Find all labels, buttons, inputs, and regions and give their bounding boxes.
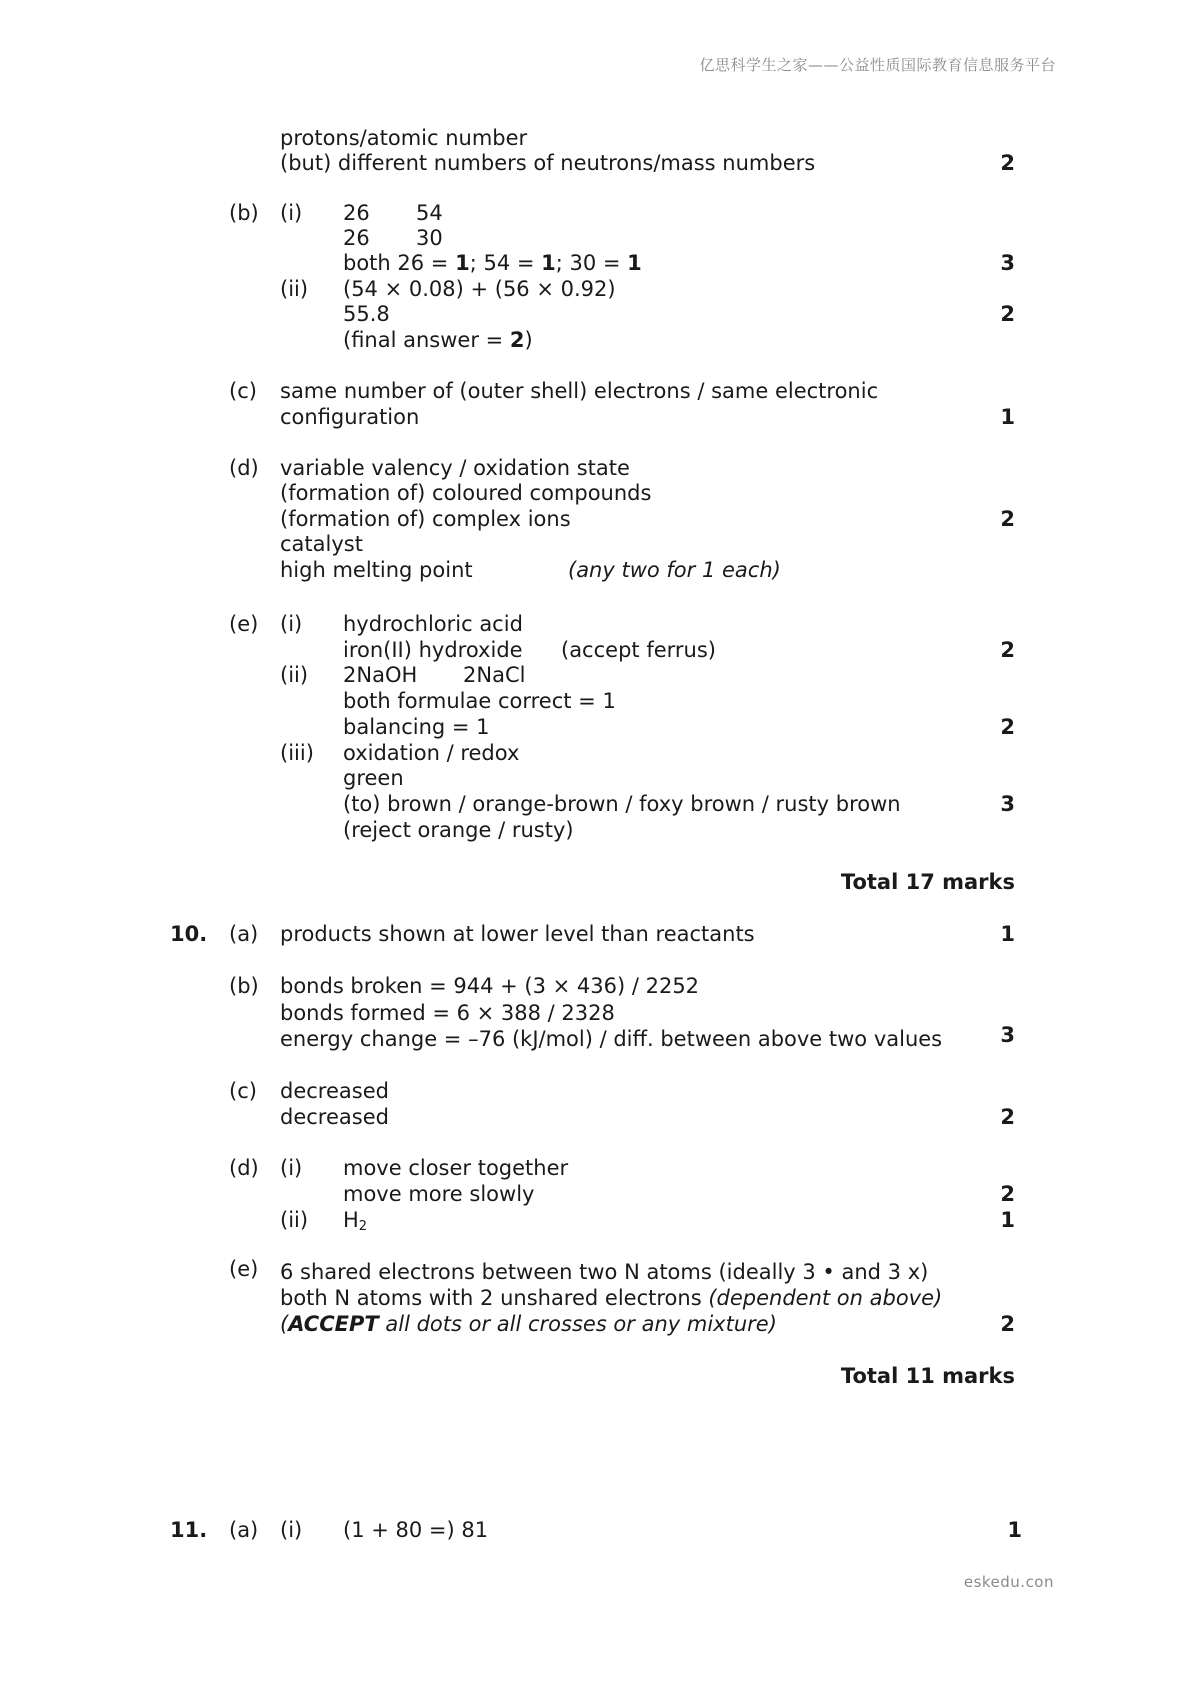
marks: 3 (1000, 792, 1015, 816)
answer-text: 54 (416, 201, 443, 225)
part-label: (c) (229, 379, 257, 403)
answer-line (0, 973, 1190, 999)
answer-text: decreased (280, 1105, 389, 1129)
answer-text: bonds broken = 944 + (3 × 436) / 2252 (280, 974, 700, 998)
answer-text: move more slowly (343, 1182, 535, 1206)
part-label: (a) (229, 1518, 259, 1542)
answer-text: 30 (416, 226, 443, 250)
answer-text: 26 (343, 201, 370, 225)
answer-line (0, 125, 1190, 151)
subpart-label: (i) (280, 1518, 303, 1542)
part-label: (e) (229, 612, 259, 636)
answer-text: (reject orange / rusty) (343, 818, 574, 842)
answer-line (0, 921, 1190, 947)
answer-line (0, 301, 1190, 327)
answer-line (0, 740, 1190, 766)
marks: 2 (1000, 507, 1015, 531)
answer-line (0, 480, 1190, 506)
answer-text: balancing = 1 (343, 715, 490, 739)
answer-text: (54 × 0.08) + (56 × 0.92) (343, 277, 616, 301)
subpart-label: (i) (280, 1156, 303, 1180)
answer-line (0, 1259, 1190, 1285)
answer-text: both N atoms with 2 unshared electrons (dependent on above) (280, 1286, 943, 1310)
answer-line (0, 506, 1190, 532)
marks: 2 (1000, 638, 1015, 662)
answer-text: decreased (280, 1079, 389, 1103)
part-label: (b) (229, 974, 259, 998)
answer-line (0, 200, 1190, 226)
answer-text: 6 shared electrons between two N atoms (ideally 3 • and 3 x) (280, 1260, 929, 1284)
answer-line (0, 1517, 1190, 1543)
answer-text: 55.8 (343, 302, 390, 326)
answer-text: high melting point (280, 558, 473, 582)
answer-text: both formulae correct = 1 (343, 689, 616, 713)
answer-line (0, 327, 1190, 353)
answer-text: (formation of) complex ions (280, 507, 571, 531)
subpart-label: (i) (280, 612, 303, 636)
part-label: (d) (229, 1156, 259, 1180)
total-marks: Total 11 marks (840, 1364, 1015, 1388)
marks: 2 (1000, 151, 1015, 175)
answer-text: bonds formed = 6 × 388 / 2328 (280, 1001, 615, 1025)
answer-line (0, 1311, 1190, 1337)
subpart-label: (ii) (280, 277, 309, 301)
marks: 3 (1000, 1023, 1015, 1047)
answer-line (0, 791, 1190, 817)
marks: 2 (1000, 1105, 1015, 1129)
total-marks: Total 17 marks (840, 870, 1015, 894)
marking-note: (any two for 1 each) (568, 558, 781, 582)
question-number: 11. (170, 1518, 208, 1542)
answer-line (0, 817, 1190, 843)
marks: 2 (1000, 1182, 1015, 1206)
answer-line (0, 531, 1190, 557)
marks: 2 (1000, 1312, 1015, 1336)
marks: 1 (1000, 1208, 1015, 1232)
marks: 1 (1007, 1518, 1022, 1542)
answer-line (0, 276, 1190, 302)
subpart-label: (ii) (280, 1208, 309, 1232)
answer-text: hydrochloric acid (343, 612, 523, 636)
total-line (0, 1363, 1190, 1389)
answer-text: green (343, 766, 404, 790)
answer-text: move closer together (343, 1156, 569, 1180)
answer-line (0, 637, 1190, 663)
answer-line (0, 1104, 1190, 1130)
answer-line (0, 1207, 1190, 1233)
answer-line (0, 404, 1190, 430)
marks: 1 (1000, 922, 1015, 946)
marks: 2 (1000, 302, 1015, 326)
answer-line (0, 1023, 1190, 1052)
answer-line (0, 1078, 1190, 1104)
answer-text: products shown at lower level than reactants (280, 922, 755, 946)
answer-line (0, 378, 1190, 404)
part-label: (e) (229, 1257, 259, 1281)
answer-text: (to) brown / orange-brown / foxy brown / rusty brown (343, 792, 901, 816)
marks: 1 (1000, 405, 1015, 429)
question-number: 10. (170, 922, 208, 946)
answer-line (0, 611, 1190, 637)
answer-text: $H_2$ (343, 1208, 368, 1234)
subpart-label: (ii) (280, 663, 309, 687)
answer-text: both 26 = 1; 54 = 1; 30 = 1 (343, 251, 642, 275)
answer-text: catalyst (280, 532, 363, 556)
answer-line (0, 688, 1190, 714)
part-label: (d) (229, 456, 259, 480)
answer-text: variable valency / oxidation state (280, 456, 630, 480)
page-header: 亿思科学生之家——公益性质国际教育信息服务平台 (699, 56, 1056, 74)
answer-line (0, 225, 1190, 251)
answer-text: iron(II) hydroxide (343, 638, 523, 662)
answer-line (0, 662, 1190, 688)
answer-text: (formation of) coloured compounds (280, 481, 652, 505)
answer-line (0, 1181, 1190, 1207)
answer-text: energy change = –76 (kJ/mol) / diff. between above two values (280, 1027, 943, 1051)
subpart-label: (i) (280, 201, 303, 225)
subpart-label: (iii) (280, 741, 314, 765)
answer-line (0, 1285, 1190, 1311)
page-footer: eskedu.con (963, 1573, 1054, 1591)
answer-line (0, 714, 1190, 740)
answer-text: protons/atomic number (280, 126, 528, 150)
answer-text: 26 (343, 226, 370, 250)
marks: 3 (1000, 251, 1015, 275)
marks: 2 (1000, 715, 1015, 739)
marking-note: (ACCEPT all dots or all crosses or any mixture) (280, 1312, 777, 1336)
part-label: (c) (229, 1079, 257, 1103)
answer-line (0, 557, 1190, 583)
answer-line (0, 455, 1190, 481)
marking-note: (accept ferrus) (561, 638, 716, 662)
answer-text: 2NaOH (343, 663, 418, 687)
part-label: (b) (229, 201, 259, 225)
answer-text: configuration (280, 405, 420, 429)
answer-text: same number of (outer shell) electrons / same electronic (280, 379, 879, 403)
answer-text: (but) different numbers of neutrons/mass numbers (280, 151, 816, 175)
answer-line (0, 1155, 1190, 1181)
part-label: (a) (229, 922, 259, 946)
answer-line (0, 250, 1190, 276)
total-line (0, 869, 1190, 895)
answer-line (0, 765, 1190, 791)
answer-line (0, 150, 1190, 176)
answer-text: (final answer = 2) (343, 328, 533, 352)
answer-text: oxidation / redox (343, 741, 520, 765)
answer-text: (1 + 80 =) 81 (343, 1518, 489, 1542)
answer-text: 2NaCl (463, 663, 526, 687)
